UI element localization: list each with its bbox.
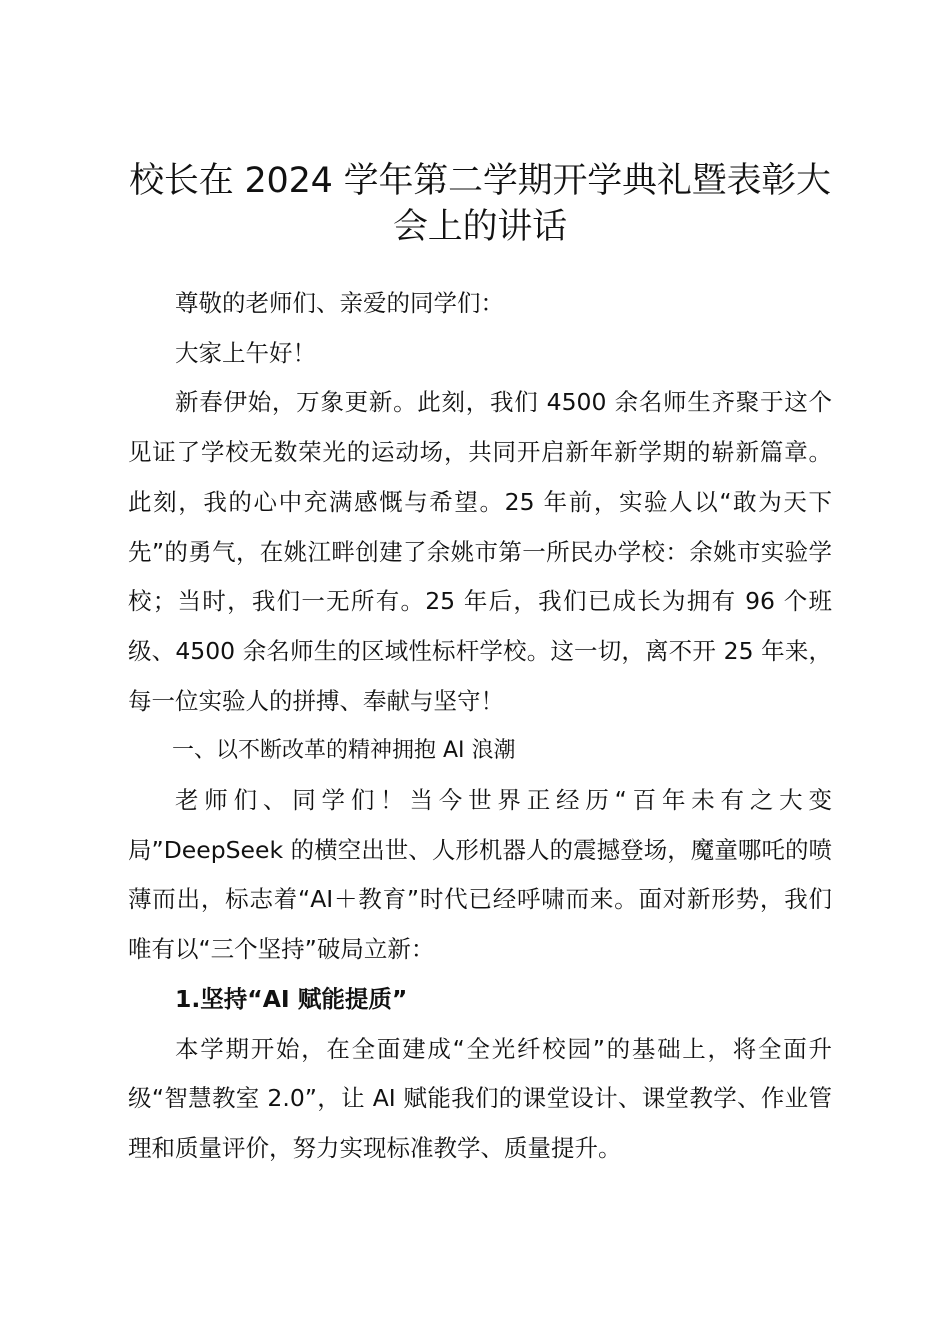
document-body — [128, 279, 832, 1174]
document-title: 校长在 2024 学年第二学期开学典礼暨表彰大会上的讲话 — [129, 161, 831, 247]
paragraph-smart-classroom: 本学期开始，在全面建成“全光纤校园”的基础上，将全面升级“智慧教室 2.0”，让 AI 赋能我们的课堂设计、课堂教学、作业管理和质量评价，努力实现标准教学、质量提升。 — [128, 1034, 832, 1162]
paragraph-ai-era: 老师们、同学们！当今世界正经历“百年未有之大变局”DeepSeek 的横空出世、人形机器人的震撼登场，魔童哪吒的喷薄而出，标志着“AI＋教育”时代已经呼啸而来。面对新形势，我们唯有以“三个坚持”破局立新： — [128, 786, 832, 964]
salutation: 尊敬的老师们、亲爱的同学们： — [175, 289, 504, 317]
subheading-1: 1.坚持“AI 赋能提质” — [175, 984, 408, 1013]
section-heading-1: 一、以不断改革的精神拥抱 AI 浪潮 — [172, 738, 516, 764]
paragraph-intro: 新春伊始，万象更新。此刻，我们 4500 余名师生齐聚于这个见证了学校无数荣光的运动场，共同开启新年新学期的崭新篇章。此刻，我的心中充满感慨与希望。25 年前，实验人以“敢为天下先”的勇气，在姚江畔创建了余姚市第一所民办学校：余姚市实验学校；当时，我们一无所有。25 年后，我们已成长为拥有 96 个班级、4500 余名师生的区域性标杆学校。这一切，离不开 25 年来，每一位实验人的拼搏、奉献与坚守！ — [128, 388, 832, 715]
greeting: 大家上午好！ — [175, 338, 316, 367]
